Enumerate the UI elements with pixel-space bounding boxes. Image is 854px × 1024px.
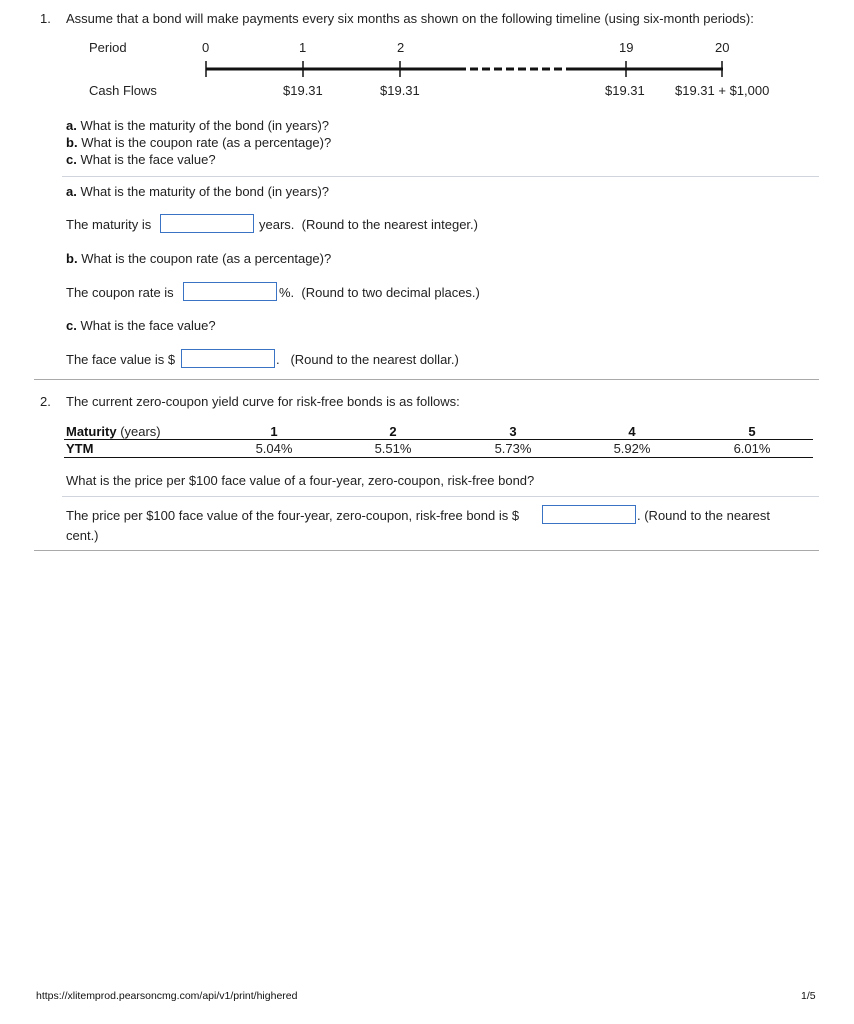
timeline-axis: [200, 58, 730, 80]
table-ytm-header: YTM: [66, 441, 94, 456]
table-rule-bottom: [64, 457, 813, 458]
ytm-5: 6.01%: [733, 441, 771, 456]
question-1-number: 1.: [40, 11, 51, 26]
question-2-number: 2.: [40, 394, 51, 409]
timeline-period-19: 19: [619, 40, 634, 55]
maturity-5: 5: [748, 424, 756, 439]
question-1-prompt: Assume that a bond will make payments every six months as shown on the following timeline (using six-month periods):: [66, 11, 754, 26]
maturity-2: 2: [389, 424, 397, 439]
bond-price-input[interactable]: [542, 505, 636, 524]
question-2-prompt: The current zero-coupon yield curve for risk-free bonds is as follows:: [66, 394, 460, 409]
part-b-answer-suffix: %. (Round to two decimal places.): [279, 285, 480, 300]
timeline-period-2: 2: [397, 40, 405, 55]
question-2-ask: What is the price per $100 face value of a four-year, zero-coupon, risk-free bond?: [66, 473, 535, 488]
maturity-1: 1: [270, 424, 278, 439]
part-c-answer-prefix: The face value is $: [66, 352, 176, 367]
question-2-hint: . (Round to the nearest: [637, 508, 770, 523]
part-b-answer-prefix: The coupon rate is: [66, 285, 174, 300]
timeline-period-20: 20: [715, 40, 730, 55]
divider: [62, 176, 819, 177]
part-c-question: c. What is the face value?: [66, 318, 216, 333]
part-b-question: b. What is the coupon rate (as a percentage)?: [66, 251, 332, 266]
table-rule-top: [64, 439, 813, 440]
ytm-2: 5.51%: [374, 441, 412, 456]
ytm-4: 5.92%: [613, 441, 651, 456]
maturity-4: 4: [628, 424, 636, 439]
part-c-answer-suffix: . (Round to the nearest dollar.): [276, 352, 459, 367]
table-maturity-header: Maturity (years): [66, 424, 161, 439]
timeline-cash-19: $19.31: [605, 83, 645, 98]
ytm-3: 5.73%: [494, 441, 532, 456]
divider: [62, 496, 819, 497]
sub-question-a: a. What is the maturity of the bond (in years)?: [66, 118, 330, 133]
face-value-input[interactable]: [181, 349, 275, 368]
sub-question-c: c. What is the face value?: [66, 152, 216, 167]
timeline-cash-1: $19.31: [283, 83, 323, 98]
part-a-question: a. What is the maturity of the bond (in years)?: [66, 184, 330, 199]
timeline-period-1: 1: [299, 40, 307, 55]
question-separator: [34, 379, 819, 380]
maturity-3: 3: [509, 424, 517, 439]
timeline-cash-2: $19.31: [380, 83, 420, 98]
question-2-answer-prefix: The price per $100 face value of the four-year, zero-coupon, risk-free bond is $: [66, 508, 520, 523]
timeline-cash-20: $19.31 + $1,000: [675, 83, 770, 98]
question-separator: [34, 550, 819, 551]
timeline-period-0: 0: [202, 40, 210, 55]
timeline-period-label: Period: [89, 40, 127, 55]
ytm-1: 5.04%: [255, 441, 293, 456]
sub-question-b: b. What is the coupon rate (as a percentage)?: [66, 135, 332, 150]
footer-url: https://xlitemprod.pearsoncmg.com/api/v1/print/highered: [36, 990, 298, 1002]
maturity-input[interactable]: [160, 214, 254, 233]
question-2-hint-continued: cent.): [66, 528, 99, 543]
timeline-cash-label: Cash Flows: [89, 83, 157, 98]
part-a-answer-prefix: The maturity is: [66, 217, 152, 232]
footer-page-number: 1/5: [801, 990, 816, 1002]
part-a-answer-suffix: years. (Round to the nearest integer.): [259, 217, 478, 232]
coupon-rate-input[interactable]: [183, 282, 277, 301]
